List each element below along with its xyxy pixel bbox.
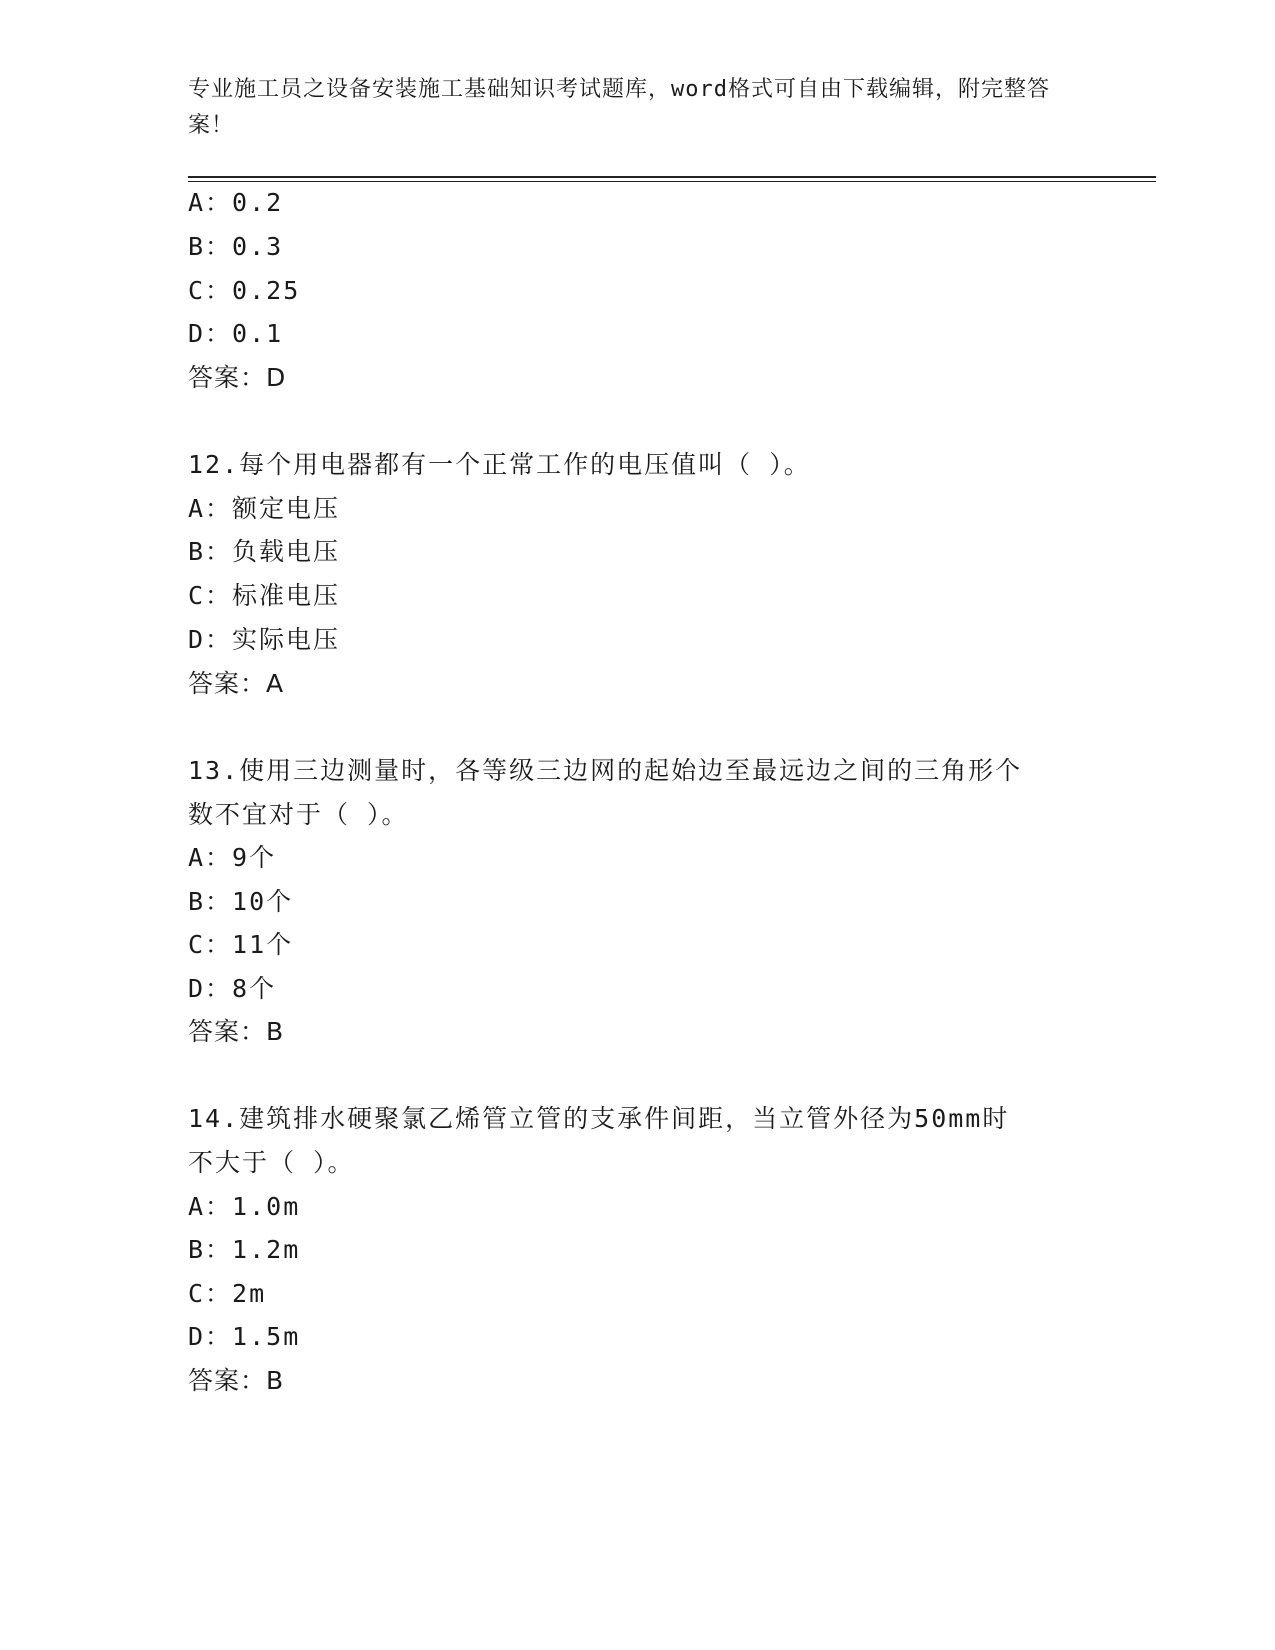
q13-option-c: C：11个 (188, 930, 294, 959)
q14-answer: 答案：B (188, 1366, 285, 1395)
q12-option-a: A：额定电压 (188, 494, 341, 523)
q11-option-d: D：0.1 (188, 319, 284, 348)
header-rule-thick (188, 176, 1156, 178)
header-rule-thin (188, 181, 1156, 182)
q12-option-b: B：负载电压 (188, 537, 341, 566)
q13-question-line2: 数不宜对于（ ）。 (188, 800, 409, 829)
q14-option-c: C：2m (188, 1279, 267, 1308)
q12-answer: 答案：A (188, 669, 285, 698)
q14-option-d: D：1.5m (188, 1322, 301, 1351)
q12-option-c: C：标准电压 (188, 581, 341, 610)
q12-question: 12.每个用电器都有一个正常工作的电压值叫（ ）。 (188, 450, 811, 479)
q13-option-d: D：8个 (188, 974, 277, 1003)
q14-option-b: B：1.2m (188, 1235, 301, 1264)
q11-option-c: C：0.25 (188, 276, 301, 305)
q14-option-a: A：1.0m (188, 1192, 301, 1221)
q13-option-a: A：9个 (188, 843, 277, 872)
q11-option-b: B：0.3 (188, 232, 284, 261)
q13-answer: 答案：B (188, 1017, 285, 1046)
q14-question-line1: 14.建筑排水硬聚氯乙烯管立管的支承件间距，当立管外径为50mm时 (188, 1104, 1010, 1133)
document-header: 专业施工员之设备安装施工基础知识考试题库，word格式可自由下载编辑，附完整答案！ (188, 77, 1050, 138)
q14-question-line2: 不大于（ ）。 (188, 1148, 355, 1177)
q11-option-a: A：0.2 (188, 188, 284, 217)
q13-question-line1: 13.使用三边测量时，各等级三边网的起始边至最远边之间的三角形个 (188, 756, 1023, 785)
q13-option-b: B：10个 (188, 887, 294, 916)
q11-answer: 答案：D (188, 363, 287, 392)
q12-option-d: D：实际电压 (188, 625, 341, 654)
